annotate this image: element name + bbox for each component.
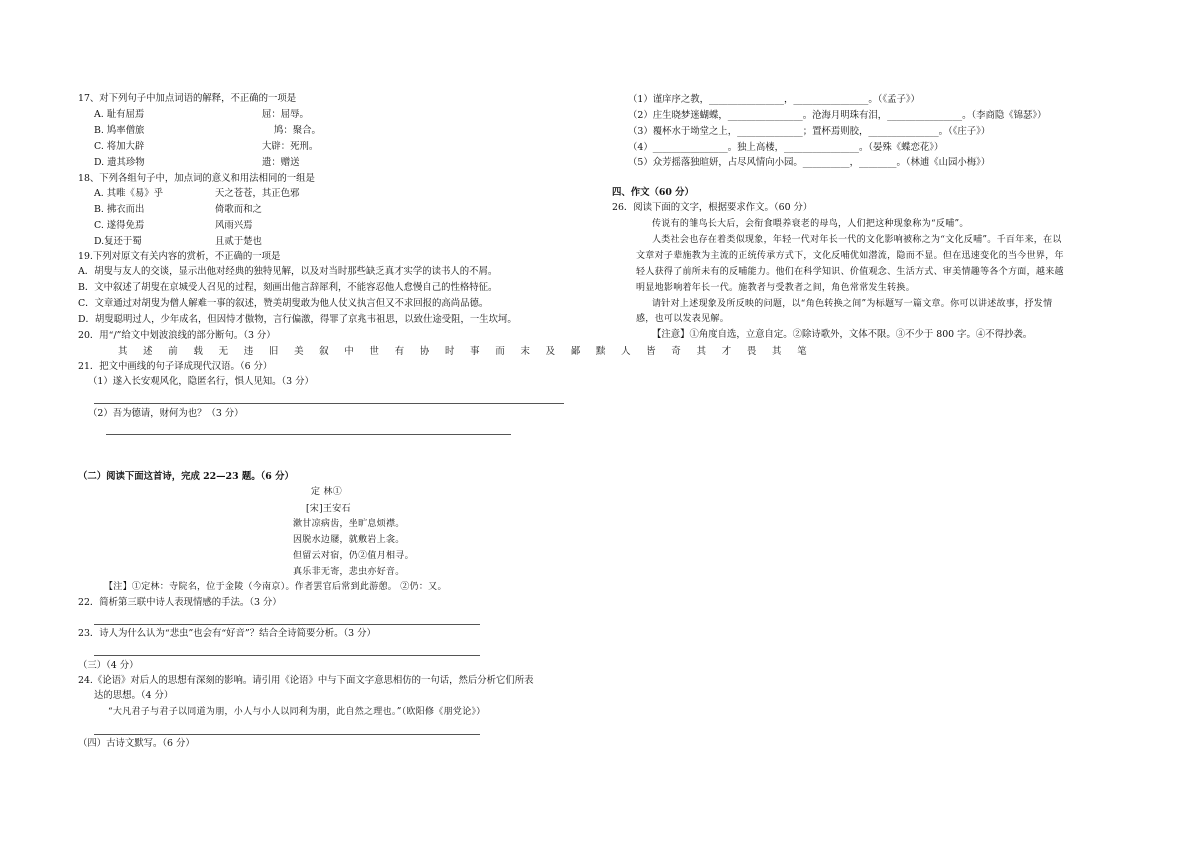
q18-b1: B. 拂衣而出	[94, 204, 145, 215]
essay-heading: 四、作文（60 分）	[612, 187, 694, 198]
essay-paragraph-2-line-2: 文章对子辈施教为主流的正统传承方式下，文化反哺优如潜流，隐而不显。但在迅速变化的当今世界，年	[636, 251, 1064, 261]
q18-c1: C. 遂得免焉	[94, 220, 145, 231]
q18-c2: 风雨兴焉	[215, 220, 253, 231]
answer-line	[94, 624, 480, 625]
q19-option-b: B．文中叙述了胡叟在京城受人召见的过程，刻画出他言辞犀利，不能容忍他人怠慢自己的性格特征。	[78, 282, 498, 293]
recite-item-4: （4）________________。独上高楼，________________。（晏殊《蝶恋花》）	[628, 142, 944, 153]
q20-stem: 20．用“/”给文中划波浪线的部分断句。（3 分）	[78, 330, 276, 341]
poem-line-3: 但留云对宿，仍②值月相寻。	[293, 551, 414, 561]
q17-gloss-b: 鸠：聚合。	[274, 125, 321, 136]
poem-line-4: 真乐非无寄，悲虫亦好音。	[293, 567, 405, 577]
q24-stem-2: 达的思想。（4 分）	[94, 690, 174, 701]
q17-option-c: C. 将加大辟	[94, 141, 145, 152]
q24-quote: “大凡君子与君子以同道为朋，小人与小人以同利为朋，此自然之理也。”（欧阳修《朋党论》）	[108, 707, 486, 717]
q23-stem: 23．诗人为什么认为“悲虫”也会有“好音”？结合全诗简要分析。（3 分）	[78, 628, 376, 639]
q17-gloss-a: 屈：屈辱。	[262, 109, 309, 120]
poem-title: 定 林①	[311, 487, 343, 497]
recite-item-3: （3）覆杯水于坳堂之上，______________；置杯焉则胶，_______________。（《庄子》）	[628, 126, 991, 137]
section-3-heading: （三）（4 分）	[78, 660, 139, 671]
answer-line	[94, 734, 480, 735]
q19-stem: 19.下列对原文有关内容的赏析，不正确的一项是	[78, 251, 281, 262]
q26-stem: 26．阅读下面的文字，根据要求作文。（60 分）	[612, 202, 813, 213]
q20-text: 其 述 前 载 无 违 旧 美 叙 中 世 有 协 时 事 而 末 及 鄙 黩 人 皆 奇 其 才 畏 其 笔	[118, 346, 813, 357]
q17-option-d: D. 遗其珍物	[94, 157, 145, 168]
q21-sentence-1: （1）遂入长安观风化，隐匿名行，惧人见知。（3 分）	[88, 376, 314, 387]
q18-d2: 且贰于楚也	[215, 236, 262, 247]
answer-line	[106, 434, 511, 435]
poem-line-1: 漱甘凉病齿，坐旷息烦襟。	[293, 519, 405, 529]
q18-a2: 天之苍苍，其正色邪	[215, 188, 300, 199]
q21-sentence-2: （2）吾为德请，财何为也？（3 分）	[88, 408, 244, 419]
q18-d1: D.复还于蜀	[94, 236, 142, 247]
recite-item-5: （5）众芳摇落独暄妍，占尽风情向小园。__________，________。（林逋《山园小梅》）	[628, 157, 991, 168]
essay-paragraph-3-line-1: 请针对上述现象及所反映的问题，以“角色转换之间”为标题写一篇文章。你可以讲述故事，抒发情	[652, 299, 1053, 309]
q17-gloss-c: 大辟：死刑。	[262, 141, 319, 152]
q19-option-d: D．胡叟聪明过人，少年成名，但因恃才傲物，言行偏激，得罪了京兆韦祖思，以致仕途受阻，一生坎坷。	[78, 314, 517, 325]
q21-stem: 21．把文中画线的句子译成现代汉语。（6 分）	[78, 361, 273, 372]
q22-stem: 22．简析第三联中诗人表现情感的手法。（3 分）	[78, 597, 282, 608]
answer-line	[94, 655, 480, 656]
poem-section-heading: （二）阅读下面这首诗，完成 22—23 题。（6 分）	[78, 471, 294, 482]
essay-notice: 【注意】①角度自选，立意自定。②除诗歌外，文体不限。③不少于 800 字。④不得抄袭。	[652, 329, 1033, 340]
q24-stem-1: 24.《论语》对后人的思想有深刻的影响。请引用《论语》中与下面文字意思相仿的一句话，然后分析它们所表	[78, 675, 534, 686]
section-4-heading: （四）古诗文默写。（6 分）	[78, 738, 195, 749]
poem-note: 【注】①定林：寺院名，位于金陵（今南京）。作者罢官后常到此游憩。 ②仍：又。	[104, 582, 447, 592]
q17-option-b: B. 鸠率僧旅	[94, 125, 145, 136]
q17-gloss-d: 遗：赠送	[262, 157, 300, 168]
recite-item-1: （1）谨庠序之教，________________，________________。（《孟子》）	[628, 94, 920, 105]
recite-item-2: （2）庄生晓梦迷蝴蝶，________________。沧海月明珠有泪，________________。（李商隐《锦瑟》）	[628, 110, 1047, 121]
essay-paragraph-2-line-1: 人类社会也存在着类似现象，年轻一代对年长一代的文化影响被称之为“文化反哺”。千百年来，在以	[652, 235, 1062, 245]
q19-option-c: C．文章通过对胡叟为僧人解难一事的叙述，赞美胡叟敢为他人仗义执言但又不求回报的高尚品德。	[78, 298, 489, 309]
q18-b2: 倚歌而和之	[215, 204, 262, 215]
q17-option-a: A. 耻有屈焉	[94, 109, 145, 120]
q17-stem: 17、对下列句子中加点词语的解释，不正确的一项是	[78, 93, 297, 104]
poem-author: [宋]王安石	[306, 504, 351, 514]
essay-paragraph-2-line-3: 轻人获得了前所未有的反哺能力。他们在科学知识、价值观念、生活方式、审美情趣等各个方面，越来越	[636, 267, 1064, 277]
essay-paragraph-3-line-2: 感，也可以发表见解。	[636, 314, 730, 324]
q18-stem: 18、下列各组句子中，加点词的意义和用法相同的一组是	[78, 173, 315, 184]
essay-paragraph-1: 传说有的雏鸟长大后，会衔食喂养衰老的母鸟，人们把这种现象称为“反哺”。	[652, 219, 969, 229]
q18-a1: A. 其唯《易》乎	[94, 188, 163, 199]
essay-paragraph-2-line-4: 明显地影响着年长一代。施教者与受教者之间，角色常常发生转换。	[636, 283, 916, 293]
answer-line	[94, 403, 564, 404]
poem-line-2: 因脱水边屦，就敷岩上衾。	[293, 535, 405, 545]
q19-option-a: A．胡叟与友人的交谈，显示出他对经典的独特见解，以及对当时那些缺乏真才实学的读书人的不屑。	[78, 266, 498, 277]
